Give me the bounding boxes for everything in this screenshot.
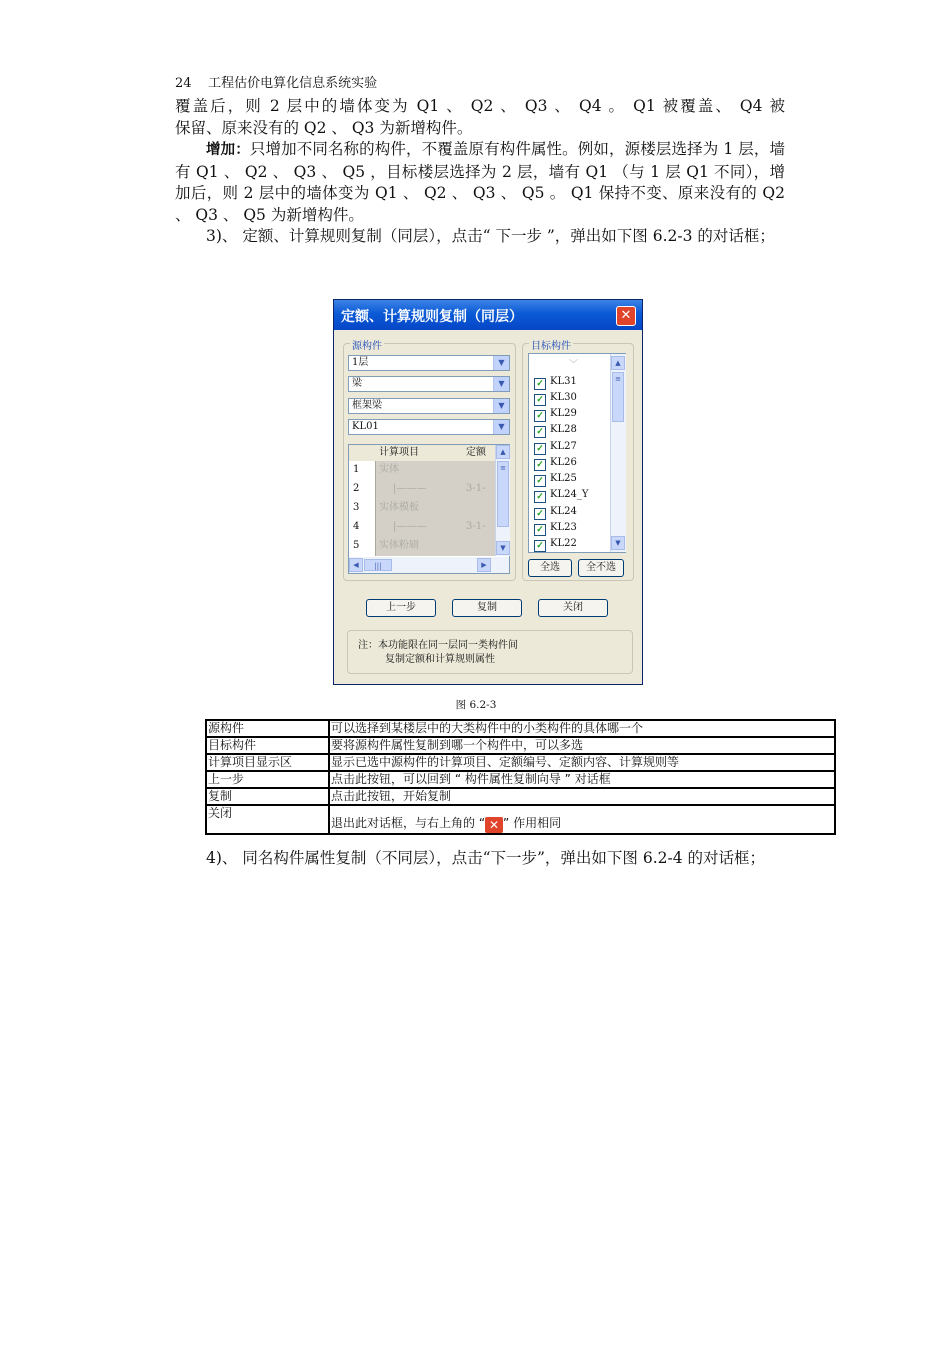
paragraph-step3: 3)、 定额、计算规则复制（同层），点击“ 下一步 ”，弹出如下图 6.2-3 的对话框； [206, 227, 775, 245]
grid-row-code[interactable]: 3-1- [466, 483, 486, 494]
prev-button[interactable]: 上一步 [366, 599, 436, 617]
scroll-down-icon[interactable]: ▼ [496, 541, 510, 555]
checkbox-checked-icon[interactable]: ✓ [534, 524, 546, 536]
paragraph-text: 只增加不同名称的构件，不覆盖原有构件属性。例如，源楼层选择为 1 层，墙有 Q1 、 Q2 、 Q3 、 Q5 ，目标楼层选择为 2 层，墙有 Q1 （与 1 层 Q1 不同），增加后，则 2 层中的墙体变为 Q1 、 Q2 、 Q3 、 Q5 。 Q1 保持不变、原来没有的 Q2 、 Q3 、 Q5 为新增构件。 [175, 140, 786, 224]
scroll-up-icon[interactable]: ▲ [611, 356, 625, 370]
grid-hscroll[interactable] [349, 557, 509, 573]
target-item-label: KL28 [550, 424, 577, 435]
scroll-down-icon[interactable]: ▼ [611, 536, 625, 550]
floor-select[interactable] [348, 355, 510, 371]
figure-caption: 图 6.2-3 [455, 699, 497, 711]
table-row [206, 754, 835, 771]
sort-chevron-icon: ﹀ [569, 360, 579, 370]
grid-row-num: 4 [353, 521, 360, 532]
scroll-right-icon[interactable]: ▶ [477, 558, 491, 572]
target-group-label: 目标构件 [529, 337, 573, 352]
table-row [206, 805, 835, 834]
book-title: 工程估价电算化信息系统实验 [208, 76, 378, 91]
copy-button[interactable]: 复制 [452, 599, 522, 617]
source-group-label: 源构件 [350, 337, 384, 352]
category-select[interactable] [348, 376, 510, 392]
target-item-label: KL23 [550, 522, 577, 533]
target-item-label: KL27 [550, 441, 577, 452]
grid-vscroll[interactable] [495, 445, 510, 556]
checkbox-checked-icon[interactable]: ✓ [534, 475, 546, 487]
description-table [205, 719, 836, 835]
bold-term: 增加： [206, 142, 250, 158]
grid-row-item[interactable]: 实体粉刷 [379, 540, 419, 551]
grid-header-item[interactable]: 计算项目 [379, 447, 419, 458]
target-list-item[interactable] [534, 504, 577, 519]
chevron-down-icon[interactable]: ▼ [493, 420, 509, 434]
checkbox-checked-icon[interactable]: ✓ [534, 410, 546, 422]
paragraph-add [175, 139, 785, 226]
target-list-item[interactable] [534, 422, 577, 437]
target-list-item[interactable] [534, 406, 577, 421]
target-list-item[interactable] [534, 536, 577, 551]
checkbox-checked-icon[interactable]: ✓ [534, 394, 546, 406]
chevron-down-icon[interactable]: ▼ [493, 356, 509, 370]
checkbox-checked-icon[interactable]: ✓ [534, 540, 546, 552]
note-line: 注：本功能限在同一层同一类构件间 [358, 640, 518, 651]
close-icon[interactable]: ✕ [616, 306, 636, 326]
table-key: 目标构件 [206, 737, 329, 754]
chevron-down-icon[interactable]: ▼ [493, 377, 509, 391]
table-value: 点击此按钮，可以回到 “ 构件属性复制向导 ” 对话框 [329, 771, 835, 788]
scroll-thumb[interactable]: ≡ [612, 372, 624, 422]
grid-row-num: 2 [353, 483, 360, 494]
table-value: 显示已选中源构件的计算项目、定额编号、定额内容、计算规则等 [329, 754, 835, 771]
table-row [206, 788, 835, 805]
grid-row-num: 1 [353, 464, 360, 475]
target-item-label: KL29 [550, 408, 577, 419]
checkbox-checked-icon[interactable]: ✓ [534, 426, 546, 438]
target-item-label: KL24_Y [550, 489, 589, 500]
floor-select-value: 1层 [352, 357, 369, 368]
page-number: 24 [175, 76, 192, 91]
select-all-button[interactable]: 全选 [528, 559, 572, 577]
dialog-titlebar[interactable] [334, 300, 642, 330]
chevron-down-icon[interactable]: ▼ [493, 399, 509, 413]
subtype-select[interactable] [348, 398, 510, 414]
table-value [329, 805, 835, 834]
grid-row-item[interactable]: |——— [393, 483, 427, 494]
target-list-item[interactable] [534, 374, 577, 389]
target-item-label: KL26 [550, 457, 577, 468]
scroll-up-icon[interactable]: ▲ [496, 445, 510, 459]
paragraph-line: 覆盖后，则 2 层中的墙体变为 Q1 、 Q2 、 Q3 、 Q4 。 Q1 被覆盖、 Q4 被 [175, 97, 785, 115]
table-key: 源构件 [206, 720, 329, 737]
table-key: 计算项目显示区 [206, 754, 329, 771]
close-icon: ✕ [485, 817, 503, 833]
checkbox-checked-icon[interactable]: ✓ [534, 508, 546, 520]
select-none-button[interactable]: 全不选 [578, 559, 624, 577]
checkbox-checked-icon[interactable]: ✓ [534, 491, 546, 503]
subtype-select-value: 框架梁 [352, 400, 382, 411]
target-list-item[interactable] [534, 471, 577, 486]
table-key: 关闭 [206, 805, 329, 834]
table-value: 可以选择到某楼层中的大类构件中的小类构件的具体哪一个 [329, 720, 835, 737]
calc-items-grid[interactable] [348, 444, 510, 574]
checkbox-checked-icon[interactable]: ✓ [534, 459, 546, 471]
component-select-value: KL01 [352, 421, 379, 432]
checkbox-checked-icon[interactable]: ✓ [534, 443, 546, 455]
body-text-bottom [175, 848, 785, 870]
target-item-label: KL24 [550, 506, 577, 517]
checkbox-checked-icon[interactable]: ✓ [534, 378, 546, 390]
target-item-label: KL25 [550, 473, 577, 484]
table-value-before: 退出此对话框，与右上角的 “ [331, 816, 486, 830]
target-list-item[interactable] [534, 487, 588, 502]
paragraph-line: 保留、原来没有的 Q2 、 Q3 为新增构件。 [175, 118, 473, 137]
grid-row-item[interactable]: |——— [393, 521, 427, 532]
table-row [206, 737, 835, 754]
table-row [206, 720, 835, 737]
table-key: 上一步 [206, 771, 329, 788]
table-value: 点击此按钮，开始复制 [329, 788, 835, 805]
note-line: 复制定额和计算规则属性 [385, 654, 495, 665]
table-value-after: ” 作用相同 [503, 816, 562, 830]
page-header [175, 72, 377, 91]
target-item-label: KL22 [550, 538, 577, 549]
note-box [347, 630, 633, 674]
target-list[interactable] [528, 353, 626, 553]
target-list-item[interactable] [534, 455, 577, 470]
target-item-label: KL30 [550, 392, 577, 403]
target-vscroll[interactable] [610, 354, 626, 552]
grid-row-code[interactable]: 3-1- [466, 521, 486, 532]
grid-header-code[interactable]: 定额 [466, 447, 486, 458]
scroll-thumb[interactable]: ≡ [497, 461, 509, 527]
target-list-item[interactable] [534, 520, 577, 535]
table-key: 复制 [206, 788, 329, 805]
component-select[interactable] [348, 419, 510, 435]
table-row [206, 771, 835, 788]
body-text-top [175, 96, 785, 248]
grid-row-num: 3 [353, 502, 360, 513]
table-value: 要将源构件属性复制到哪一个构件中，可以多选 [329, 737, 835, 754]
target-list-item[interactable] [534, 390, 577, 405]
grid-row-item[interactable]: 实体 [379, 464, 399, 475]
close-button[interactable]: 关闭 [538, 599, 608, 617]
dialog-title: 定额、计算规则复制（同层） [341, 309, 523, 325]
grid-row-num: 5 [353, 540, 360, 551]
paragraph-step4: 4)、 同名构件属性复制（不同层），点击“下一步”，弹出如下图 6.2-4 的对话框； [206, 849, 766, 867]
scroll-left-icon[interactable]: ◀ [349, 558, 363, 572]
scroll-thumb[interactable]: ||| [364, 559, 392, 571]
grid-row-item[interactable]: 实体模板 [379, 502, 419, 513]
category-select-value: 梁 [352, 378, 362, 389]
target-item-label: KL31 [550, 376, 577, 387]
target-list-item[interactable] [534, 439, 577, 454]
